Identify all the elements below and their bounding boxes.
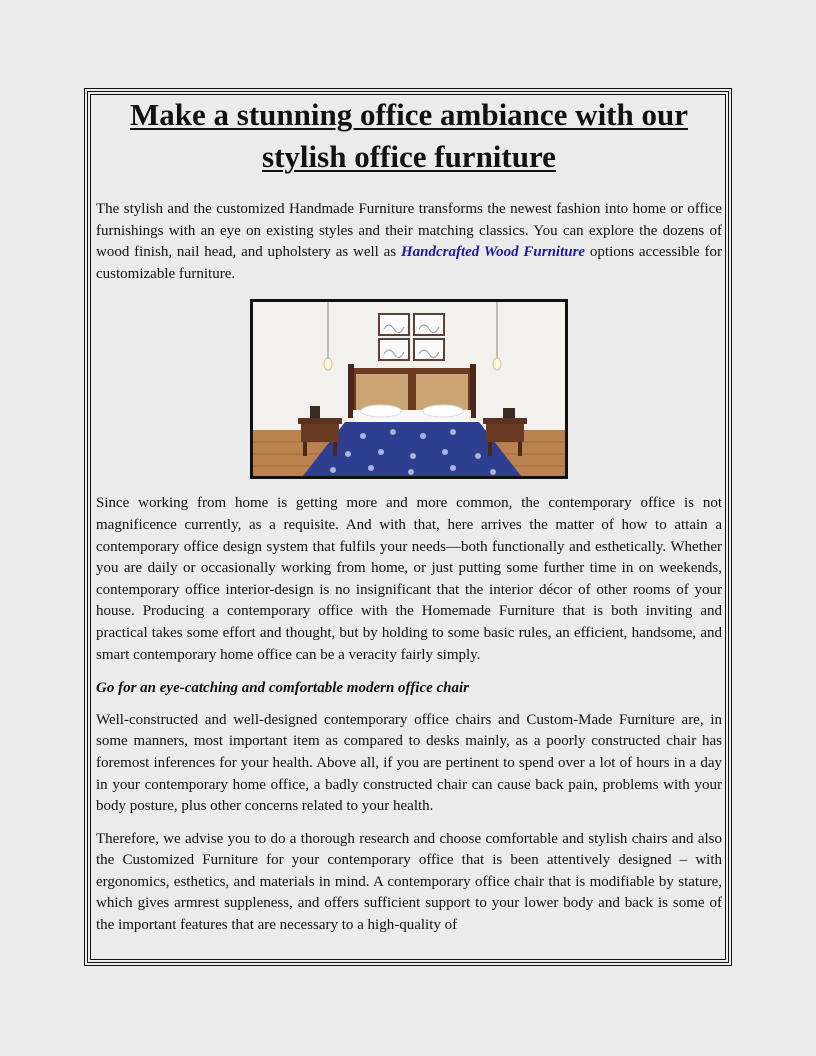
article — [96, 94, 722, 937]
paragraph-2: Since working from home is getting more and more common, the contemporary office is not magnificence currently, as a requisite. And with that, here arrives the matter of how to attain a contemporary office design system that fulfils your needs—both functionally and esthetically. Whether you are daily or occasionally working from home, or just putting some further time in on weekends, contemporary office interior-design is no insignificant that the interior décor of other rooms of your house. Producing a contemporary office with the Homemade Furniture that is both inviting and practical takes some effort and thought, but by holding to some basic rules, an efficient, handsome, and smart contemporary home office can be a veracity fairly simply. — [96, 495, 722, 663]
intro-paragraph — [96, 199, 722, 285]
bedroom-photo — [250, 299, 568, 479]
subheading-office-chair: Go for an eye-catching and comfortable modern office chair — [96, 680, 470, 697]
intro-end-text: options accessible for customizable furniture. — [96, 244, 723, 282]
bedroom-illustration — [253, 302, 565, 476]
intro-text: The stylish and the customized Handmade Furniture transforms the newest fashion into home or office furnishings with an eye on existing styles and their matching classics. You can explore the dozens of wood finish, nail head, and upholstery as well as — [96, 201, 722, 261]
paragraph-4: Therefore, we advise you to do a thorough research and choose comfortable and stylish chairs and also the Customized Furniture for your contemporary office that is been attentively designed – with ergonomics, esthetics, and materials in mind. A contemporary office chair that is modifiable by stature, which gives armrest suppleness, and offers sufficient support to your lower body and back is some of the important features that are necessary to a high-quality of — [96, 830, 722, 934]
paragraph-3: Well-constructed and well-designed contemporary office chairs and Custom-Made Furniture are, in some manners, most important item as compared to desks mainly, as a poorly constructed chair has foremost inferences for your health. Above all, if you are pertinent to spend over a lot of hours in a day in your contemporary home office, a badly constructed chair can cause back pain, problems with your body posture, plus other concerns related to your health. — [96, 711, 722, 815]
article-title: Make a stunning office ambiance with our stylish office furniture — [130, 97, 688, 174]
handcrafted-wood-furniture-link[interactable]: Handcrafted Wood Furniture — [400, 244, 586, 261]
